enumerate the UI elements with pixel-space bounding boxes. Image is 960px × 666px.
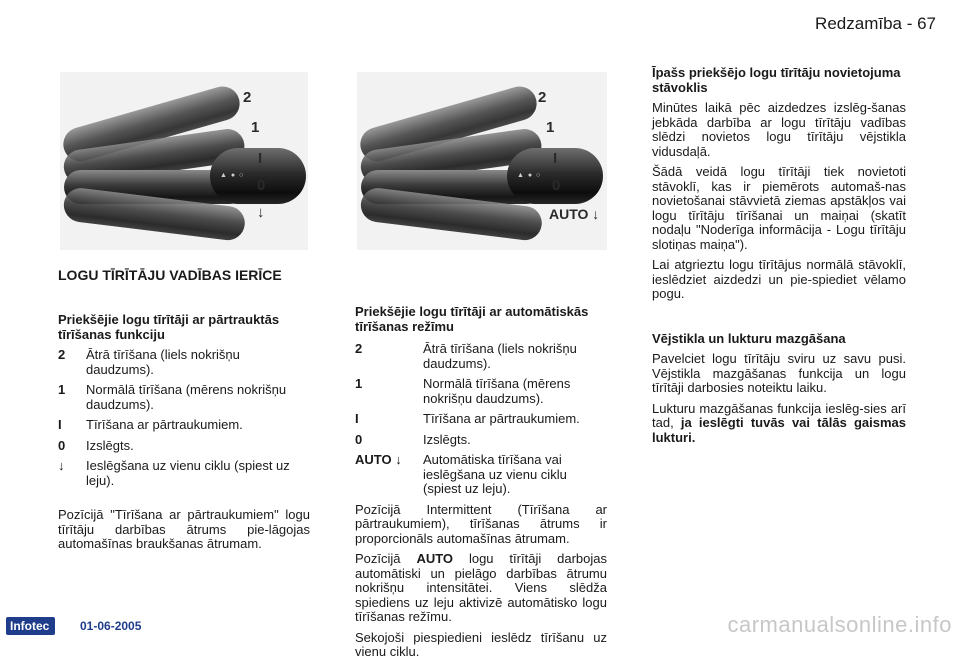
list-item bbox=[355, 377, 607, 406]
paragraph: Šādā veidā logu tīrītāji tiek novietoti stāvoklī, kas ir piemērots automaš-nas novietošanai stāvvietā ziemas apstākļos vai logu tīrītāju tīrīšanai un maiņai (skatīt nodaļu "Noderīga informācija - Logu tīrītāju slotiņas maiņa"). bbox=[652, 164, 906, 252]
position-i: I bbox=[553, 150, 558, 167]
watermark: carmanualsonline.info bbox=[727, 612, 952, 637]
item-text: Normālā tīrīšana (mērens nokrišņu daudzums). bbox=[423, 376, 571, 406]
right-column bbox=[652, 66, 906, 451]
paragraph: Minūtes laikā pēc aizdedzes izslēg-šanas jebkāda darbība ar logu tīrītāju vadības slēdzi novietos logu tīrītāju vējstikla vidusdaļā. bbox=[652, 100, 906, 159]
item-text: Normālā tīrīšana (mērens nokrišņu daudzums). bbox=[86, 382, 287, 412]
paragraph: Pozīcijā "Tīrīšana ar pārtraukumiem" logu tīrītāju darbības ātrums pie-lāgojas automašīnas braukšanas ātrumam. bbox=[58, 507, 310, 551]
paragraph: Sekojoši piespiedieni ieslēdz tīrīšanu uz vienu ciklu. bbox=[355, 629, 607, 659]
item-key: 2 bbox=[58, 347, 66, 362]
position-down-arrow: ↓ bbox=[257, 204, 265, 221]
section-title: LOGU TĪRĪTĀJU VADĪBAS IERĪCE bbox=[58, 267, 282, 283]
middle-column bbox=[355, 305, 607, 666]
item-text: Izslēgts. bbox=[423, 431, 471, 447]
item-text: Tīrīšana ar pārtraukumiem. bbox=[423, 411, 580, 426]
list-item bbox=[355, 433, 607, 448]
subsection-title: Īpašs priekšējo logu tīrītāju novietojuma stāvoklis bbox=[652, 65, 901, 95]
bold-text: ja ieslēgti tuvās vai tālās gaismas lukturi. bbox=[652, 415, 906, 445]
position-auto: AUTO ↓ bbox=[549, 206, 600, 222]
position-2: 2 bbox=[243, 89, 252, 106]
position-2: 2 bbox=[538, 89, 547, 106]
paragraph bbox=[652, 402, 906, 446]
item-text: Ieslēgšana uz vienu ciklu (spiest uz leju). bbox=[86, 458, 290, 488]
paragraph bbox=[355, 552, 607, 625]
wiper-stalk-photo-left: ▲ ● ○ 2 1 I 0 ↓ bbox=[60, 72, 308, 250]
list-item bbox=[58, 439, 310, 454]
list-item bbox=[58, 459, 310, 488]
item-text: Tīrīšana ar pārtraukumiem. bbox=[86, 417, 243, 432]
text-run: Pozīcijā bbox=[355, 551, 401, 566]
item-text: Ātrā tīrīšana (liels nokrišņu daudzums). bbox=[423, 341, 577, 371]
position-i: I bbox=[258, 150, 263, 167]
list-item bbox=[355, 453, 607, 497]
list-item bbox=[355, 342, 607, 371]
item-key: I bbox=[355, 411, 359, 426]
position-1: 1 bbox=[546, 119, 555, 136]
list-item bbox=[58, 348, 310, 377]
item-key: I bbox=[58, 417, 62, 432]
list-item bbox=[58, 383, 310, 412]
item-text: Ātrā tīrīšana (liels nokrišņu daudzums). bbox=[86, 347, 240, 377]
item-key: 0 bbox=[355, 431, 363, 447]
paragraph: Pavelciet logu tīrītāju sviru uz savu pusi. Vējstikla mazgāšanas funkcija un logu tīrītāji darbosies noteiktu laiku. bbox=[652, 351, 906, 395]
text-run: logu tīrītāji darbojas automātiski un pielāgo darbības ātrumu nokrišņu intensitātei. Viens slēdža spiediens uz leju aktivizē automātisko logu tīrīšanas režīmu. bbox=[355, 551, 607, 624]
text-run: Lukturu mazgāšanas funkcija ieslēg-sies arī tad, bbox=[652, 400, 906, 430]
auto-label: AUTO bbox=[416, 551, 454, 566]
subsection-title: Priekšējie logu tīrītāji ar automātiskās tīrīšanas režīmu bbox=[355, 304, 589, 334]
item-key: 1 bbox=[58, 382, 66, 397]
item-text: Automātiska tīrīšana vai ieslēgšana uz vienu ciklu (spiest uz leju). bbox=[423, 452, 567, 496]
footer-date: 01-06-2005 bbox=[80, 619, 142, 633]
item-key: AUTO ↓ bbox=[355, 452, 402, 467]
position-1: 1 bbox=[251, 119, 260, 136]
infotec-logo: Infotec bbox=[6, 617, 55, 635]
item-key: 2 bbox=[355, 341, 363, 356]
item-key: ↓ bbox=[58, 458, 65, 473]
position-0: 0 bbox=[257, 177, 266, 194]
paragraph: Lai atgrieztu logu tīrītājus normālā stāvoklī, ieslēdziet aizdedzi un pie-spiediet vēlamo pogu. bbox=[652, 257, 906, 301]
list-item bbox=[58, 418, 310, 433]
page-header: Redzamība - 67 bbox=[815, 14, 936, 33]
item-key: 0 bbox=[58, 437, 66, 453]
list-item bbox=[355, 412, 607, 427]
subsection-title: Vējstikla un lukturu mazgāšana bbox=[652, 330, 846, 346]
item-text: Izslēgts. bbox=[86, 437, 134, 453]
wiper-stalk-photo-auto: ▲ ● ○ 2 1 I 0 AUTO ↓ bbox=[357, 72, 607, 250]
subsection-title: Priekšējie logu tīrītāji ar pārtrauktās tīrīšanas funkciju bbox=[58, 312, 280, 342]
position-0: 0 bbox=[552, 177, 561, 194]
paragraph: Pozīcijā Intermittent (Tīrīšana ar pārtraukumiem), tīrīšanas ātrums ir proporcionāls automašīnas ātrumam. bbox=[355, 501, 607, 546]
left-column bbox=[58, 268, 310, 558]
item-key: 1 bbox=[355, 376, 363, 391]
